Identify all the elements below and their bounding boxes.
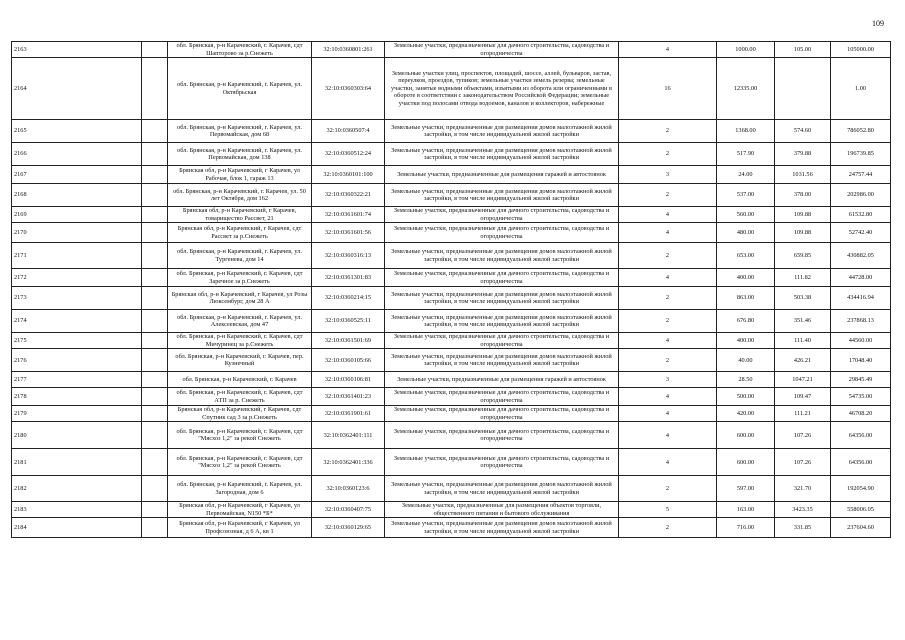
category-cell: 4: [619, 422, 717, 449]
table-row: [12, 518, 891, 538]
area-cell: 24.00: [717, 166, 775, 184]
address-cell: обл. Брянская, р-н Карачевский, г. Карачев, сдт "Мясхоз 1,2" за рекой Снежеть: [168, 449, 312, 476]
row-number: 2178: [12, 388, 142, 406]
cadastral-value-cell: 44560.00: [831, 333, 891, 349]
area-cell: 400.00: [717, 269, 775, 287]
land-use-cell: Земельные участки, предназначенные для размещения домов малоэтажной жилой застройки, в том числе индивидуальной жилой застройки: [385, 518, 619, 538]
cadastral-number-cell: 32:10:0361901:61: [312, 406, 385, 422]
area-cell: 676.80: [717, 310, 775, 333]
unit-value-cell: 503.38: [775, 287, 831, 310]
cadastral-value-cell: 64356.00: [831, 422, 891, 449]
category-cell: 2: [619, 518, 717, 538]
address-cell: Брянская обл, р-н Карачевский, г Карачев, ул Рабочая, блок 1, гараж 13: [168, 166, 312, 184]
cadastral-number-cell: 32:10:0360507:4: [312, 120, 385, 143]
unit-value-cell: 107.26: [775, 422, 831, 449]
row-number: 2181: [12, 449, 142, 476]
unit-value-cell: 105.00: [775, 42, 831, 58]
row-number: 2171: [12, 243, 142, 269]
row-number: 2169: [12, 207, 142, 223]
spacer-cell: [142, 287, 168, 310]
cadastral-value-cell: 196739.85: [831, 143, 891, 166]
spacer-cell: [142, 243, 168, 269]
table-row: [12, 223, 891, 243]
table-row: [12, 333, 891, 349]
category-cell: 4: [619, 449, 717, 476]
land-use-cell: Земельные участки, предназначенные для дачного строительства, садоводства и огородничества: [385, 422, 619, 449]
land-use-cell: Земельные участки, предназначенные для дачного строительства, садоводства и огородничества: [385, 388, 619, 406]
address-cell: обл. Брянская, р-н Карачевский, г. Карачев, сдт "Мясхоз 1,2" за рекой Снежеть: [168, 422, 312, 449]
spacer-cell: [142, 166, 168, 184]
land-use-cell: Земельные участки, предназначенные для размещения домов малоэтажной жилой застройки, в том числе индивидуальной жилой застройки: [385, 243, 619, 269]
row-number: 2177: [12, 372, 142, 388]
table-row: [12, 406, 891, 422]
land-use-cell: Земельные участки, предназначенные для размещения домов малоэтажной жилой застройки, в том числе индивидуальной жилой застройки: [385, 184, 619, 207]
address-cell: обл. Брянская, р-н Карачевский, г. Карачев, сдт Шапторово за р.Снежеть: [168, 42, 312, 58]
unit-value-cell: 111.40: [775, 333, 831, 349]
cadastral-value-cell: 192054.90: [831, 476, 891, 502]
unit-value-cell: 321.70: [775, 476, 831, 502]
area-cell: 600.00: [717, 422, 775, 449]
category-cell: 2: [619, 287, 717, 310]
unit-value-cell: 426.21: [775, 349, 831, 372]
table-row: [12, 269, 891, 287]
area-cell: 597.00: [717, 476, 775, 502]
cadastral-value-cell: 237604.60: [831, 518, 891, 538]
cadastral-number-cell: 32:10:0360801:261: [312, 42, 385, 58]
address-cell: обл. Брянская, р-н Карачевский, г. Карачев: [168, 372, 312, 388]
area-cell: 163.00: [717, 502, 775, 518]
area-cell: 653.00: [717, 243, 775, 269]
land-use-cell: Земельные участки улиц, проспектов, площадей, шоссе, аллей, бульваров, застав, переулков, проездов, тупиков; земельные участки земель резерва; земельные участки, занятые водными объектами, изъятыми из оборота или ограниченными в обороте в соответствии с законодательством Российской Федерации; земельные участки под полосами отвода водоемов, каналов и коллекторов, набережные: [385, 58, 619, 120]
cadastral-number-cell: 32:10:0360303:64: [312, 58, 385, 120]
address-cell: обл. Брянская, р-н Карачевский, г. Карачев, ул. Октябрьская: [168, 58, 312, 120]
table-body: [12, 42, 891, 538]
land-use-cell: Земельные участки, предназначенные для размещения домов малоэтажной жилой застройки, в том числе индивидуальной жилой застройки: [385, 143, 619, 166]
address-cell: обл. Брянская, р-н Карачевский, г. Карачев, ул. Загородная, дом 6: [168, 476, 312, 502]
category-cell: 3: [619, 166, 717, 184]
land-use-cell: Земельные участки, предназначенные для размещения домов малоэтажной жилой застройки, в том числе индивидуальной жилой застройки: [385, 310, 619, 333]
area-cell: 517.90: [717, 143, 775, 166]
land-use-cell: Земельные участки, предназначенные для дачного строительства, садоводства и огородничества: [385, 333, 619, 349]
cadastral-value-cell: 54735.00: [831, 388, 891, 406]
spacer-cell: [142, 333, 168, 349]
area-cell: 12335.00: [717, 58, 775, 120]
address-cell: Брянская обл, р-н Карачевский, г Карачев, ул Первомайская, N150 *Б*: [168, 502, 312, 518]
unit-value-cell: [775, 58, 831, 120]
row-number: 2182: [12, 476, 142, 502]
cadastral-value-cell: 61532.80: [831, 207, 891, 223]
address-cell: обл. Брянская, р-н Карачевский, г. Карачев, ул. Первомайская, дом 68: [168, 120, 312, 143]
area-cell: 420.00: [717, 406, 775, 422]
cadastral-value-cell: 434416.94: [831, 287, 891, 310]
cadastral-number-cell: 32:10:0362401:336: [312, 449, 385, 476]
category-cell: 2: [619, 476, 717, 502]
cadastral-value-cell: 786052.80: [831, 120, 891, 143]
row-number: 2165: [12, 120, 142, 143]
cadastral-number-cell: 32:10:0360322:21: [312, 184, 385, 207]
unit-value-cell: 107.26: [775, 449, 831, 476]
category-cell: 2: [619, 143, 717, 166]
category-cell: 4: [619, 207, 717, 223]
address-cell: обл. Брянская, р-н Карачевский, г. Карачев, ул. Тургенева, дом 14: [168, 243, 312, 269]
cadastral-value-cell: 24757.44: [831, 166, 891, 184]
spacer-cell: [142, 349, 168, 372]
land-use-cell: Земельные участки, предназначенные для дачного строительства, садоводства и огородничества: [385, 223, 619, 243]
area-cell: 40.00: [717, 349, 775, 372]
table-row: [12, 349, 891, 372]
land-use-cell: Земельные участки, предназначенные для дачного строительства, садоводства и огородничества: [385, 42, 619, 58]
spacer-cell: [142, 269, 168, 287]
category-cell: 4: [619, 388, 717, 406]
cadastral-value-cell: 52742.40: [831, 223, 891, 243]
cadastral-number-cell: 32:10:0360123:6: [312, 476, 385, 502]
land-use-cell: Земельные участки, предназначенные для размещения объектов торговли, общественного питания и бытового обслуживания: [385, 502, 619, 518]
cadastral-number-cell: 32:10:0360407:75: [312, 502, 385, 518]
spacer-cell: [142, 42, 168, 58]
spacer-cell: [142, 223, 168, 243]
row-number: 2164: [12, 58, 142, 120]
cadastral-value-cell: 29845.49: [831, 372, 891, 388]
table-row: [12, 422, 891, 449]
cadastral-value-cell: 430882.05: [831, 243, 891, 269]
spacer-cell: [142, 310, 168, 333]
table-row: [12, 502, 891, 518]
unit-value-cell: 378.00: [775, 184, 831, 207]
unit-value-cell: 3423.35: [775, 502, 831, 518]
row-number: 2183: [12, 502, 142, 518]
unit-value-cell: 111.21: [775, 406, 831, 422]
land-use-cell: Земельные участки, предназначенные для размещения домов малоэтажной жилой застройки, в том числе индивидуальной жилой застройки: [385, 120, 619, 143]
cadastral-number-cell: 32:10:0360106:81: [312, 372, 385, 388]
unit-value-cell: 109.88: [775, 207, 831, 223]
category-cell: 2: [619, 349, 717, 372]
address-cell: обл. Брянская, р-н Карачевский, г. Карачев, ул. 50 лет Октября, дом 162: [168, 184, 312, 207]
spacer-cell: [142, 120, 168, 143]
unit-value-cell: 109.88: [775, 223, 831, 243]
cadastral-number-cell: 32:10:0361601:74: [312, 207, 385, 223]
cadastral-number-cell: 32:10:0360512:24: [312, 143, 385, 166]
land-use-cell: Земельные участки, предназначенные для дачного строительства, садоводства и огородничества: [385, 406, 619, 422]
spacer-cell: [142, 143, 168, 166]
table-row: [12, 120, 891, 143]
address-cell: Брянская обл, р-н Карачевский, г Карачев, сдт Спутник сад 3 за р.Снежеть: [168, 406, 312, 422]
table-row: [12, 372, 891, 388]
row-number: 2173: [12, 287, 142, 310]
area-cell: 1000.00: [717, 42, 775, 58]
unit-value-cell: 659.85: [775, 243, 831, 269]
row-number: 2179: [12, 406, 142, 422]
spacer-cell: [142, 518, 168, 538]
category-cell: 2: [619, 120, 717, 143]
row-number: 2176: [12, 349, 142, 372]
spacer-cell: [142, 422, 168, 449]
category-cell: 2: [619, 310, 717, 333]
cadastral-value-cell: 1.00: [831, 58, 891, 120]
table-row: [12, 166, 891, 184]
area-cell: 500.00: [717, 388, 775, 406]
cadastral-number-cell: 32:10:0361301:83: [312, 269, 385, 287]
category-cell: 16: [619, 58, 717, 120]
cadastral-number-cell: 32:10:0361401:23: [312, 388, 385, 406]
spacer-cell: [142, 388, 168, 406]
table-row: [12, 143, 891, 166]
spacer-cell: [142, 476, 168, 502]
spacer-cell: [142, 449, 168, 476]
spacer-cell: [142, 372, 168, 388]
land-use-cell: Земельные участки, предназначенные для размещения домов малоэтажной жилой застройки, в том числе индивидуальной жилой застройки: [385, 349, 619, 372]
category-cell: 4: [619, 223, 717, 243]
address-cell: Брянская обл, р-н Карачевский, г Карачев, сдт Рассвет за р.Снежеть: [168, 223, 312, 243]
address-cell: Брянская обл, р-н Карачевский, г Карачев, товарищество Рассвет, 21: [168, 207, 312, 223]
area-cell: 1368.00: [717, 120, 775, 143]
land-use-cell: Земельные участки, предназначенные для дачного строительства, садоводства и огородничества: [385, 449, 619, 476]
cadastral-value-cell: 105000.00: [831, 42, 891, 58]
cadastral-number-cell: 32:10:0360129:65: [312, 518, 385, 538]
area-cell: 28.50: [717, 372, 775, 388]
cadastral-number-cell: 32:10:0360525:11: [312, 310, 385, 333]
address-cell: Брянская обл, р-н Карачевский, г Карачев, ул Розы Люксембург, дом 28 А: [168, 287, 312, 310]
cadastral-value-cell: 64356.00: [831, 449, 891, 476]
category-cell: 4: [619, 42, 717, 58]
land-use-cell: Земельные участки, предназначенные для дачного строительства, садоводства и огородничества: [385, 207, 619, 223]
address-cell: обл. Брянская, р-н Карачевский, г. Карачев, сдт Мичуринец за р.Снежеть: [168, 333, 312, 349]
cadastral-number-cell: 32:10:0360316:13: [312, 243, 385, 269]
row-number: 2174: [12, 310, 142, 333]
unit-value-cell: 379.88: [775, 143, 831, 166]
spacer-cell: [142, 406, 168, 422]
spacer-cell: [142, 502, 168, 518]
row-number: 2180: [12, 422, 142, 449]
address-cell: обл. Брянская, р-н Карачевский, г. Карачев, ул. Первомайская, дом 138: [168, 143, 312, 166]
table-row: [12, 58, 891, 120]
cadastral-value-cell: 202986.00: [831, 184, 891, 207]
row-number: 2172: [12, 269, 142, 287]
area-cell: 600.00: [717, 449, 775, 476]
area-cell: 537.00: [717, 184, 775, 207]
cadastral-value-cell: 237868.13: [831, 310, 891, 333]
unit-value-cell: 111.82: [775, 269, 831, 287]
cadastral-number-cell: 32:10:0362401:111: [312, 422, 385, 449]
table-row: [12, 449, 891, 476]
spacer-cell: [142, 184, 168, 207]
category-cell: 3: [619, 372, 717, 388]
row-number: 2163: [12, 42, 142, 58]
cadastral-value-cell: 17048.40: [831, 349, 891, 372]
land-use-cell: Земельные участки, предназначенные для размещения домов малоэтажной жилой застройки, в том числе индивидуальной жилой застройки: [385, 476, 619, 502]
cadastral-number-cell: 32:10:0361501:69: [312, 333, 385, 349]
row-number: 2167: [12, 166, 142, 184]
table-row: [12, 184, 891, 207]
unit-value-cell: 574.60: [775, 120, 831, 143]
row-number: 2170: [12, 223, 142, 243]
unit-value-cell: 331.85: [775, 518, 831, 538]
area-cell: 716.00: [717, 518, 775, 538]
row-number: 2175: [12, 333, 142, 349]
land-use-cell: Земельные участки, предназначенные для дачного строительства, садоводства и огородничества: [385, 269, 619, 287]
spacer-cell: [142, 58, 168, 120]
address-cell: обл. Брянская, р-н Карачевский, г. Карачев, сдт АТП за р. Снежеть: [168, 388, 312, 406]
land-registry-table: [11, 41, 891, 538]
land-use-cell: Земельные участки, предназначенные для размещения домов малоэтажной жилой застройки, в том числе индивидуальной жилой застройки: [385, 287, 619, 310]
table-row: [12, 388, 891, 406]
table-row: [12, 310, 891, 333]
address-cell: обл. Брянская, р-н Карачевский, г. Карачев, пер. Кузнечный: [168, 349, 312, 372]
area-cell: 863.00: [717, 287, 775, 310]
address-cell: обл. Брянская, р-н Карачевский, г. Карачев, ул. Алексеевская, дом 47: [168, 310, 312, 333]
spacer-cell: [142, 207, 168, 223]
category-cell: 4: [619, 406, 717, 422]
unit-value-cell: 1047.21: [775, 372, 831, 388]
unit-value-cell: 109.47: [775, 388, 831, 406]
land-use-cell: Земельные участки, предназначенные для размещения гаражей и автостоянок: [385, 166, 619, 184]
category-cell: 5: [619, 502, 717, 518]
page-number: 109: [872, 19, 884, 28]
row-number: 2184: [12, 518, 142, 538]
cadastral-value-cell: 558006.05: [831, 502, 891, 518]
row-number: 2168: [12, 184, 142, 207]
category-cell: 2: [619, 184, 717, 207]
area-cell: 400.00: [717, 333, 775, 349]
cadastral-number-cell: 32:10:0360105:66: [312, 349, 385, 372]
table-row: [12, 207, 891, 223]
unit-value-cell: 1031.56: [775, 166, 831, 184]
category-cell: 4: [619, 269, 717, 287]
cadastral-number-cell: 32:10:0360214:15: [312, 287, 385, 310]
row-number: 2166: [12, 143, 142, 166]
category-cell: 4: [619, 333, 717, 349]
table-row: [12, 243, 891, 269]
cadastral-value-cell: 44728.00: [831, 269, 891, 287]
area-cell: 560.00: [717, 207, 775, 223]
cadastral-value-cell: 46708.20: [831, 406, 891, 422]
cadastral-number-cell: 32:10:0361601:56: [312, 223, 385, 243]
land-use-cell: Земельные участки, предназначенные для размещения гаражей и автостоянок: [385, 372, 619, 388]
table-row: [12, 476, 891, 502]
table-row: [12, 287, 891, 310]
address-cell: обл. Брянская, р-н Карачевский, г. Карачев, сдт Заречное за р.Снежеть: [168, 269, 312, 287]
cadastral-number-cell: 32:10:0360101:100: [312, 166, 385, 184]
table-row: [12, 42, 891, 58]
area-cell: 480.00: [717, 223, 775, 243]
unit-value-cell: 351.46: [775, 310, 831, 333]
address-cell: Брянская обл, р-н Карачевский, г Карачев, ул Профсоюзная, д 6 А, кв 1: [168, 518, 312, 538]
category-cell: 2: [619, 243, 717, 269]
